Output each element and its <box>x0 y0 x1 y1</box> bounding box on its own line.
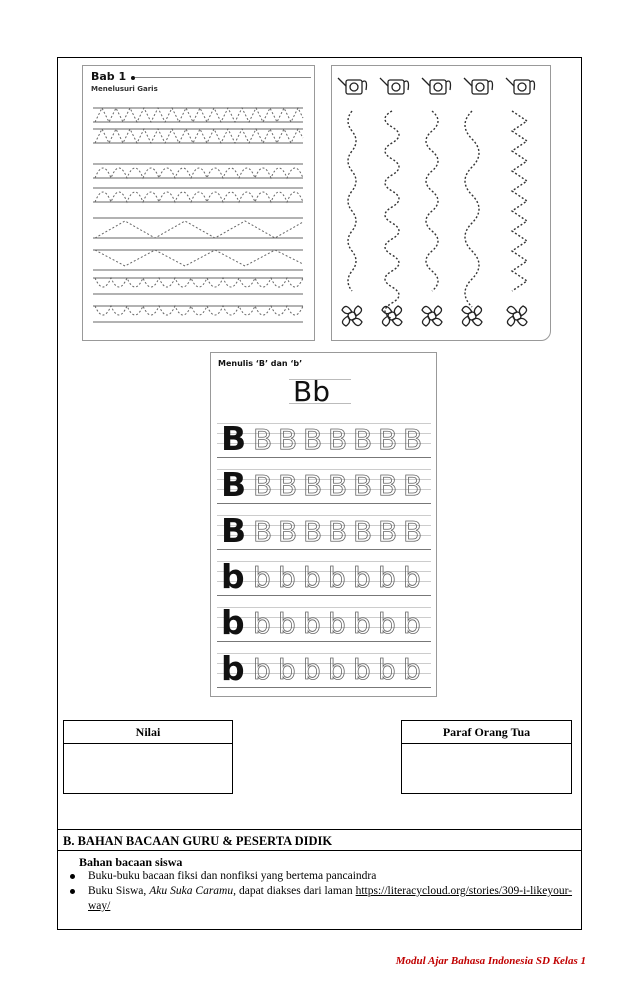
reading-list <box>64 869 572 914</box>
dotted-letter: B <box>253 515 273 548</box>
worksheet-tracing-lines <box>82 65 315 341</box>
dotted-letter: B <box>278 515 298 548</box>
dotted-letter: B <box>403 469 423 502</box>
worksheet-watering-cans <box>331 65 551 341</box>
book-title: Aku Suka Caramu, <box>149 885 236 897</box>
big-bb-label: Bb <box>293 375 330 408</box>
list-item <box>64 884 572 914</box>
dotted-letter: b <box>253 561 271 594</box>
guide-line <box>217 607 431 608</box>
dotted-letter: b <box>278 607 296 640</box>
guide-line <box>217 469 431 470</box>
dotted-letter: b <box>378 561 396 594</box>
dotted-letter: B <box>353 423 373 456</box>
letter-row <box>211 465 437 505</box>
bullet-icon <box>70 889 75 894</box>
letter-row <box>211 511 437 551</box>
guide-line <box>217 525 431 526</box>
dotted-letter: b <box>328 607 346 640</box>
solid-letter: B <box>221 465 247 504</box>
guide-line <box>217 489 431 490</box>
dotted-letter: B <box>328 515 348 548</box>
reading-item-1: Buku-buku bacaan fiksi dan nonfiksi yang bertema pancaindra <box>88 870 377 882</box>
section-divider <box>58 829 581 830</box>
dotted-letter: b <box>328 561 346 594</box>
guide-line <box>217 535 431 536</box>
worksheet-letter-b <box>210 352 437 697</box>
dotted-letter: B <box>278 423 298 456</box>
section-title-divider <box>58 850 581 851</box>
dotted-letter: b <box>303 561 321 594</box>
guide-line <box>217 663 431 664</box>
dotted-letter: B <box>303 423 323 456</box>
dotted-letter: B <box>378 423 398 456</box>
dotted-letter: b <box>278 561 296 594</box>
dotted-letter: b <box>403 561 421 594</box>
dotted-letter: b <box>303 653 321 686</box>
paraf-box <box>401 720 572 794</box>
dotted-letter: b <box>403 653 421 686</box>
letter-row <box>211 603 437 643</box>
worksheet-chapter: Bab 1 <box>91 70 127 83</box>
guide-line <box>217 423 431 424</box>
letter-row <box>211 419 437 459</box>
guide-line <box>217 503 431 504</box>
nilai-box <box>63 720 233 794</box>
dotted-letter: B <box>403 515 423 548</box>
tracing-lines-drawing <box>83 66 315 341</box>
dotted-letter: B <box>328 469 348 502</box>
guide-line <box>217 581 431 582</box>
dotted-letter: B <box>378 515 398 548</box>
dotted-letter: b <box>253 607 271 640</box>
reading-item-2-middle: dapat diakses dari laman <box>238 885 353 897</box>
nilai-label: Nilai <box>64 721 232 744</box>
dotted-letter: B <box>353 515 373 548</box>
dotted-letter: b <box>378 607 396 640</box>
dotted-letter: B <box>403 423 423 456</box>
list-item <box>64 869 572 884</box>
guide-line <box>217 561 431 562</box>
dotted-letter: b <box>328 653 346 686</box>
dotted-letter: B <box>278 469 298 502</box>
guide-line <box>217 479 431 480</box>
solid-letter: b <box>221 649 245 688</box>
guide-line <box>217 687 431 688</box>
reading-item-2-prefix: Buku Siswa, <box>88 885 147 897</box>
section-b-title: B. BAHAN BACAAN GURU & PESERTA DIDIK <box>63 834 333 848</box>
solid-letter: b <box>221 557 245 596</box>
guide-line <box>217 627 431 628</box>
dotted-letter: b <box>253 653 271 686</box>
solid-letter: B <box>221 511 247 550</box>
dotted-letter: b <box>278 653 296 686</box>
guide-line <box>217 549 431 550</box>
paraf-label: Paraf Orang Tua <box>402 721 571 744</box>
dotted-letter: b <box>378 653 396 686</box>
letter-row <box>211 649 437 689</box>
literacycloud-link[interactable]: https://literacycloud.org/stories/309-i-likeyour-way/ <box>88 885 573 912</box>
worksheet-letter-title: Menulis ‘B’ dan ‘b’ <box>218 359 303 368</box>
letter-row <box>211 557 437 597</box>
guide-line <box>217 433 431 434</box>
guide-line <box>217 595 431 596</box>
dotted-letter: B <box>303 515 323 548</box>
dotted-letter: b <box>403 607 421 640</box>
page-footer: Modul Ajar Bahasa Indonesia SD Kelas 1 <box>395 955 586 967</box>
guide-line <box>217 571 431 572</box>
solid-letter: b <box>221 603 245 642</box>
dotted-letter: B <box>328 423 348 456</box>
guide-line <box>217 641 431 642</box>
dotted-letter: b <box>353 607 371 640</box>
worksheet-subtitle: Menelusuri Garis <box>91 85 158 93</box>
dotted-letter: B <box>353 469 373 502</box>
dotted-letter: B <box>253 423 273 456</box>
dotted-letter: B <box>378 469 398 502</box>
guide-line <box>217 617 431 618</box>
guide-line <box>217 457 431 458</box>
watering-cans-drawing <box>332 66 551 341</box>
dotted-letter: B <box>253 469 273 502</box>
dotted-letter: b <box>303 607 321 640</box>
dotted-letter: b <box>353 561 371 594</box>
solid-letter: B <box>221 419 247 458</box>
guide-line <box>217 515 431 516</box>
dotted-letter: B <box>303 469 323 502</box>
guide-line <box>217 443 431 444</box>
guide-line <box>217 653 431 654</box>
section-b-subtitle: Bahan bacaan siswa <box>79 855 183 869</box>
dotted-letter: b <box>353 653 371 686</box>
guide-line <box>217 673 431 674</box>
bullet-icon <box>70 874 75 879</box>
